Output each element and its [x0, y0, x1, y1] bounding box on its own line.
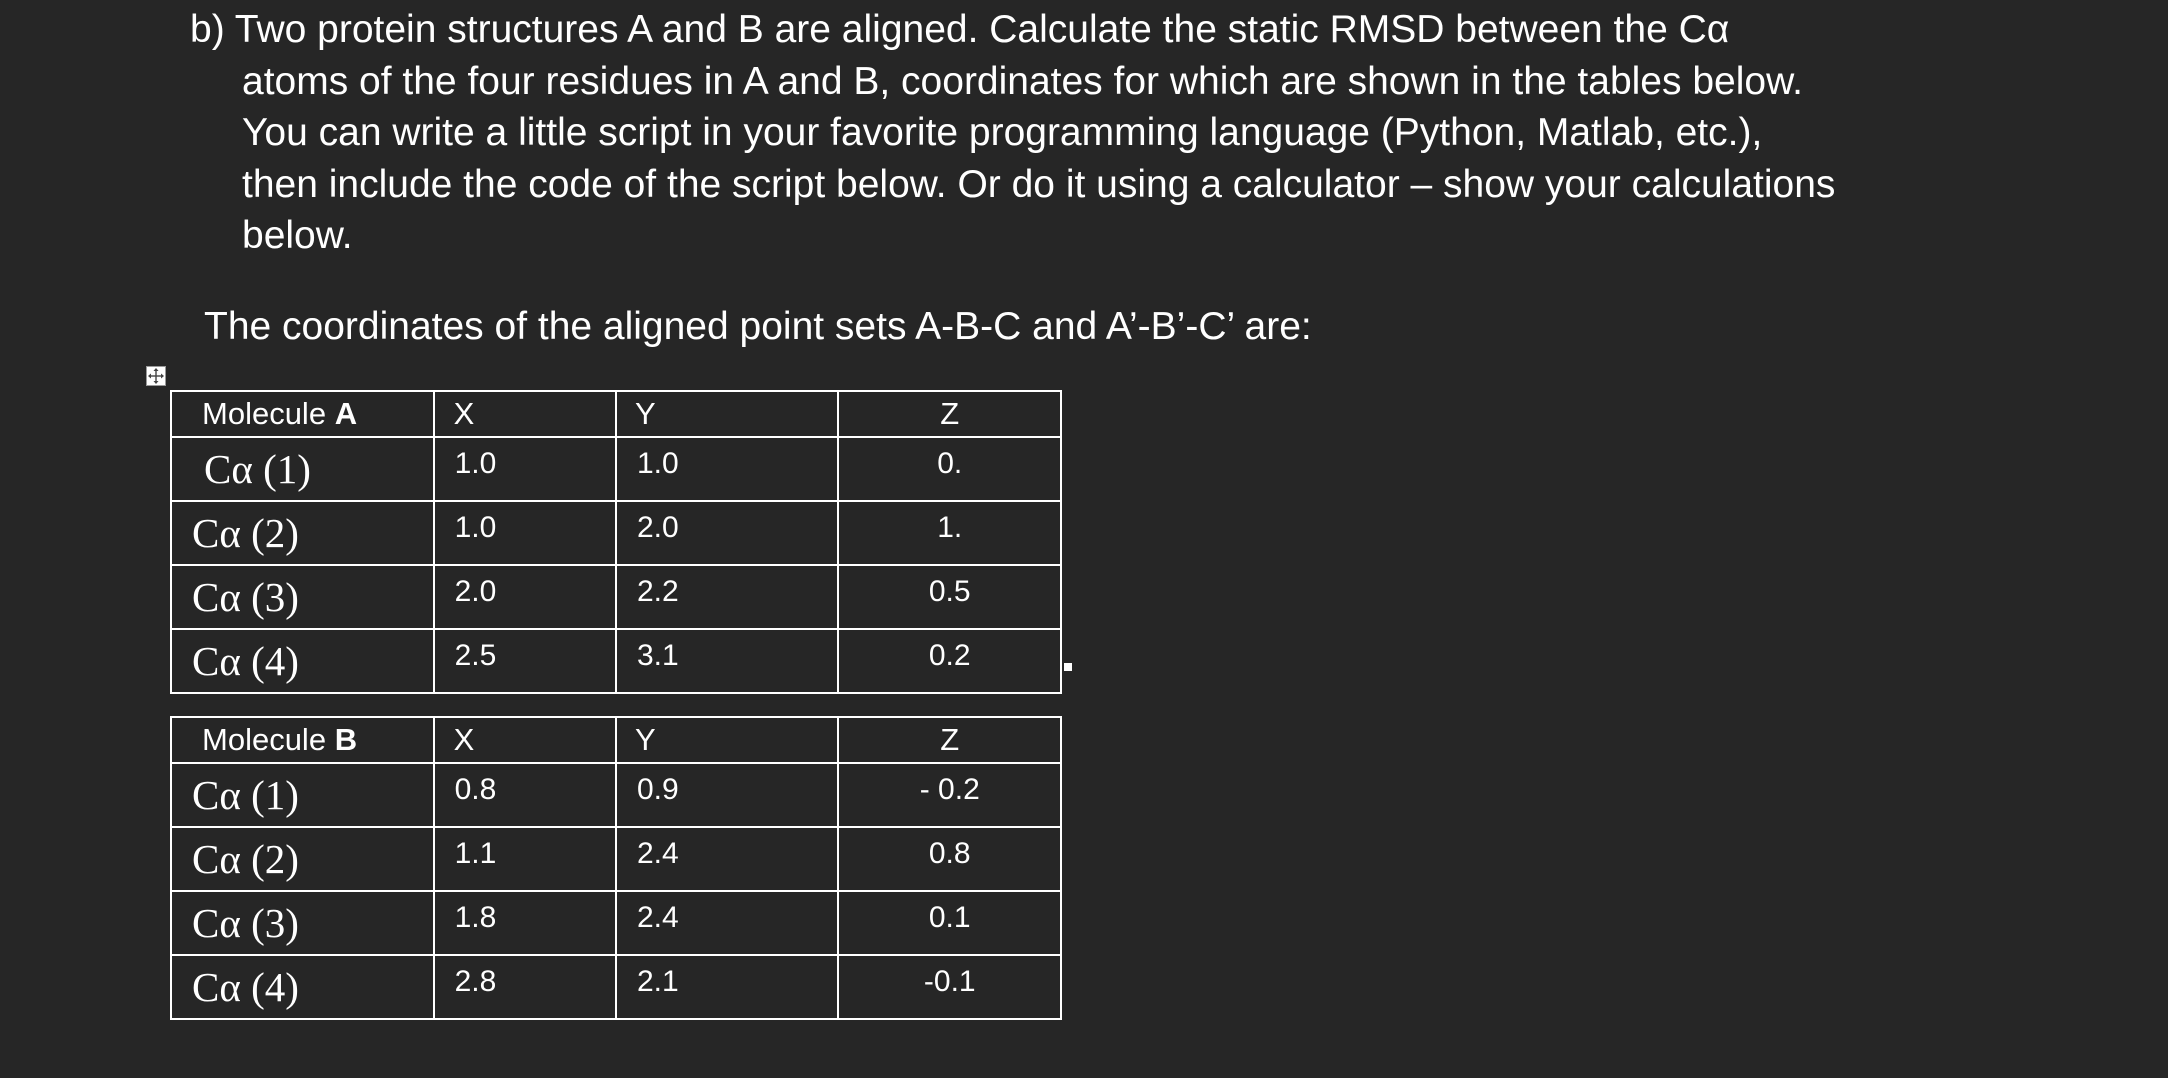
table-row — [171, 437, 1061, 501]
table-row — [171, 891, 1061, 955]
z-value: 0.2 — [838, 629, 1061, 693]
z-value: 0.8 — [838, 827, 1061, 891]
question-text — [190, 4, 1990, 262]
y-value: 2.4 — [616, 891, 839, 955]
question-line: You can write a little script in your favorite programming language (Python, Matlab, etc.), — [242, 111, 1763, 154]
molecule-label: Molecule — [202, 722, 327, 757]
molecule-label-cell — [171, 717, 434, 763]
molecule-label-cell — [171, 391, 434, 437]
x-value: 2.5 — [434, 629, 616, 693]
residue-label: Cα (4) — [171, 955, 434, 1019]
question-line: below. — [242, 214, 353, 257]
molecule-b-table — [170, 716, 1062, 1020]
y-value: 2.2 — [616, 565, 839, 629]
y-value: 2.1 — [616, 955, 839, 1019]
molecule-letter: B — [334, 722, 358, 757]
z-value: - 0.2 — [838, 763, 1061, 827]
table-row — [171, 501, 1061, 565]
z-value: 0.5 — [838, 565, 1061, 629]
table-row — [171, 763, 1061, 827]
question-line: b) Two protein structures A and B are aligned. Calculate the static RMSD between the Cα — [190, 8, 1730, 51]
residue-label: Cα (3) — [171, 891, 434, 955]
z-value: -0.1 — [838, 955, 1061, 1019]
residue-label: Cα (3) — [171, 565, 434, 629]
y-value: 2.0 — [616, 501, 839, 565]
table-row — [171, 827, 1061, 891]
table-row — [171, 565, 1061, 629]
x-value: 1.0 — [434, 437, 616, 501]
question-line: atoms of the four residues in A and B, coordinates for which are shown in the tables below. — [242, 59, 1803, 103]
x-value: 1.8 — [434, 891, 616, 955]
resize-square-icon[interactable] — [1064, 663, 1072, 671]
y-value: 0.9 — [616, 763, 839, 827]
table-header-row — [171, 391, 1061, 437]
x-value: 1.1 — [434, 827, 616, 891]
x-value: 1.0 — [434, 501, 616, 565]
x-header: X — [434, 391, 616, 437]
x-header: X — [434, 717, 616, 763]
x-value: 2.0 — [434, 565, 616, 629]
move-arrows-icon[interactable] — [146, 366, 166, 386]
residue-label: Cα (2) — [171, 501, 434, 565]
y-value: 3.1 — [616, 629, 839, 693]
z-value: 1. — [838, 501, 1061, 565]
table-row — [171, 629, 1061, 693]
molecule-a-table — [170, 390, 1062, 694]
z-value: 0.1 — [838, 891, 1061, 955]
residue-label: Cα (1) — [171, 437, 434, 501]
x-value: 0.8 — [434, 763, 616, 827]
y-header: Y — [616, 391, 839, 437]
y-value: 2.4 — [616, 827, 839, 891]
question-line: then include the code of the script below. Or do it using a calculator – show your calculations — [242, 162, 1836, 206]
z-header: Z — [838, 391, 1061, 437]
x-value: 2.8 — [434, 955, 616, 1019]
molecule-label: Molecule — [202, 396, 327, 431]
coordinates-intro: The coordinates of the aligned point sets A-B-C and A’-B’-C’ are: — [204, 305, 1312, 348]
y-value: 1.0 — [616, 437, 839, 501]
residue-label: Cα (4) — [171, 629, 434, 693]
y-header: Y — [616, 717, 839, 763]
residue-label: Cα (1) — [171, 763, 434, 827]
z-header: Z — [838, 717, 1061, 763]
molecule-letter: A — [334, 396, 358, 431]
table-header-row — [171, 717, 1061, 763]
table-row — [171, 955, 1061, 1019]
z-value: 0. — [838, 437, 1061, 501]
residue-label: Cα (2) — [171, 827, 434, 891]
